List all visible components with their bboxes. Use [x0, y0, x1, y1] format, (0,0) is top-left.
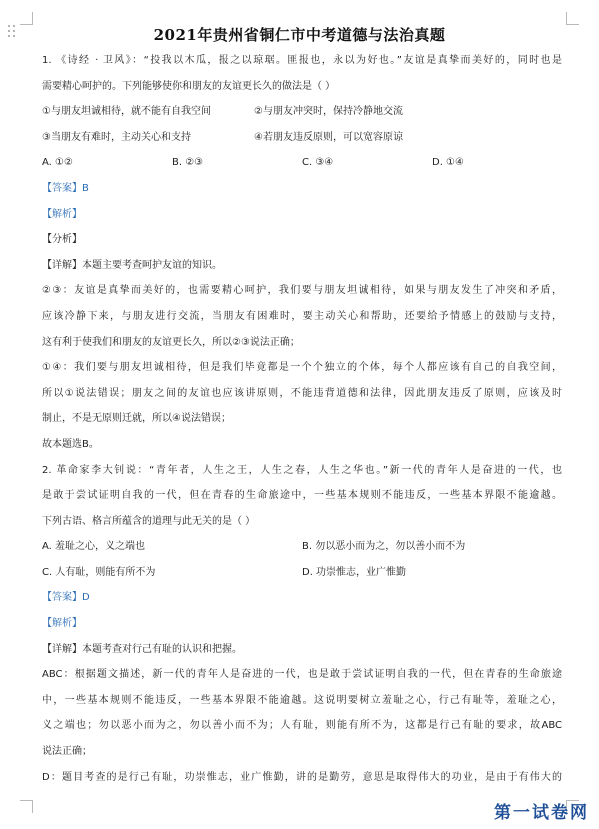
- option: D. ①④: [432, 157, 464, 169]
- option: A. 羞耻之心，义之端也: [42, 541, 146, 553]
- detail-line: 制止，不是无原则迁就，所以④说法错误；: [42, 413, 231, 425]
- detail-line: 应该冷静下来，与朋友进行交流，当朋友有困难时，要主动关心和帮助，还要给予情感上的鼓励与支持，: [42, 310, 562, 322]
- question-stem: 1. 《诗经 · 卫风》：“投我以木瓜，报之以琼琚。匪报也，永以为好也。”友谊是真挚而美好的，同时也是: [42, 55, 562, 66]
- question-stem: 下列古语、格言所蕴含的道理与此无关的是（ ）: [42, 515, 256, 527]
- option: C. ③④: [302, 157, 334, 169]
- document-body: [42, 48, 562, 790]
- statement-row: [42, 125, 562, 151]
- detail-line: 所以①说法错误；朋友之间的友谊也应该讲原则，不能违背道德和法律，因此朋友违反了原则，应该及时: [42, 387, 562, 399]
- detail-line: D：题目考查的是行己有耻，功崇惟志，业广惟勤，讲的是勤劳，意思是取得伟大的功业，是由于有伟大的: [42, 771, 562, 783]
- detail-line: 中，一些基本规则不能违反，一些基本界限不能逾越。这说明要树立羞耻之心，行己有耻等，羞耻之心，: [42, 694, 562, 706]
- detail-line: 义之端也；勿以恶小而为之，勿以善小而不为；人有耻，则能有所不为，这都是行己有耻的要求，故ABC: [42, 720, 562, 732]
- detail-line: ①④：我们要与朋友坦诚相待，但是我们毕竟都是一个个独立的个体，每个人都应该有自己的自我空间，: [42, 362, 562, 374]
- analysis-sub-label: 【分析】: [42, 234, 82, 246]
- detail-line: 【详解】本题主要考查呵护友谊的知识。: [42, 259, 222, 271]
- site-watermark: 第一试卷网: [494, 803, 589, 823]
- detail-line: 故本题选B。: [42, 438, 99, 450]
- option: B. ②③: [172, 157, 204, 169]
- statement: ③当朋友有难时，主动关心和支持: [42, 131, 191, 143]
- detail-line: ②③：友谊是真挚而美好的，也需要精心呵护，我们要与朋友坦诚相待，如果与朋友发生了冲突和矛盾，: [42, 285, 562, 297]
- option: B. 勿以恶小而为之，勿以善小而不为: [302, 541, 466, 553]
- answer-label: 【答案】B: [42, 182, 89, 194]
- option: C. 人有耻，则能有所不为: [42, 566, 156, 578]
- page-title: 2021年贵州省铜仁市中考道德与法治真题: [153, 26, 446, 44]
- option-row: [42, 534, 562, 560]
- question-stem: 是敢于尝试证明自我的一代，但在青春的生命旅途中，一些基本规则不能违反，一些基本界限不能逾越。: [42, 490, 562, 502]
- statement: ①与朋友坦诚相待，就不能有自我空间: [42, 106, 211, 118]
- statement-row: [42, 99, 562, 125]
- option-row: [42, 560, 562, 586]
- option: A. ①②: [42, 157, 73, 169]
- question-stem: 需要精心呵护的。下列能够使你和朋友的友谊更长久的做法是（ ）: [42, 80, 336, 92]
- question-stem: 2. 革命家李大钊说：“青年者，人生之王，人生之春，人生之华也。”新一代的青年人是奋进的一代，也: [42, 464, 562, 476]
- detail-line: 【详解】本题考查对行己有耻的认识和把握。: [42, 643, 242, 655]
- answer-label: 【答案】D: [42, 592, 90, 604]
- statement: ④若朋友违反原则，可以宽容原谅: [254, 131, 403, 143]
- detail-line: 这有利于使我们和朋友的友谊更长久，所以②③说法正确；: [42, 336, 300, 348]
- detail-line: 说法正确；: [42, 746, 92, 758]
- detail-line: ABC：根据题文描述，新一代的青年人是奋进的一代，也是敢于尝试证明自我的一代，但在青春的生命旅途: [42, 669, 562, 681]
- analysis-label: 【解析】: [42, 208, 82, 220]
- statement: ②与朋友冲突时，保持冷静地交流: [254, 106, 403, 118]
- crop-mark-icon: [20, 800, 33, 813]
- analysis-label: 【解析】: [42, 618, 82, 630]
- option: D. 功崇惟志，业广惟勤: [302, 566, 407, 578]
- option-row: [42, 150, 562, 176]
